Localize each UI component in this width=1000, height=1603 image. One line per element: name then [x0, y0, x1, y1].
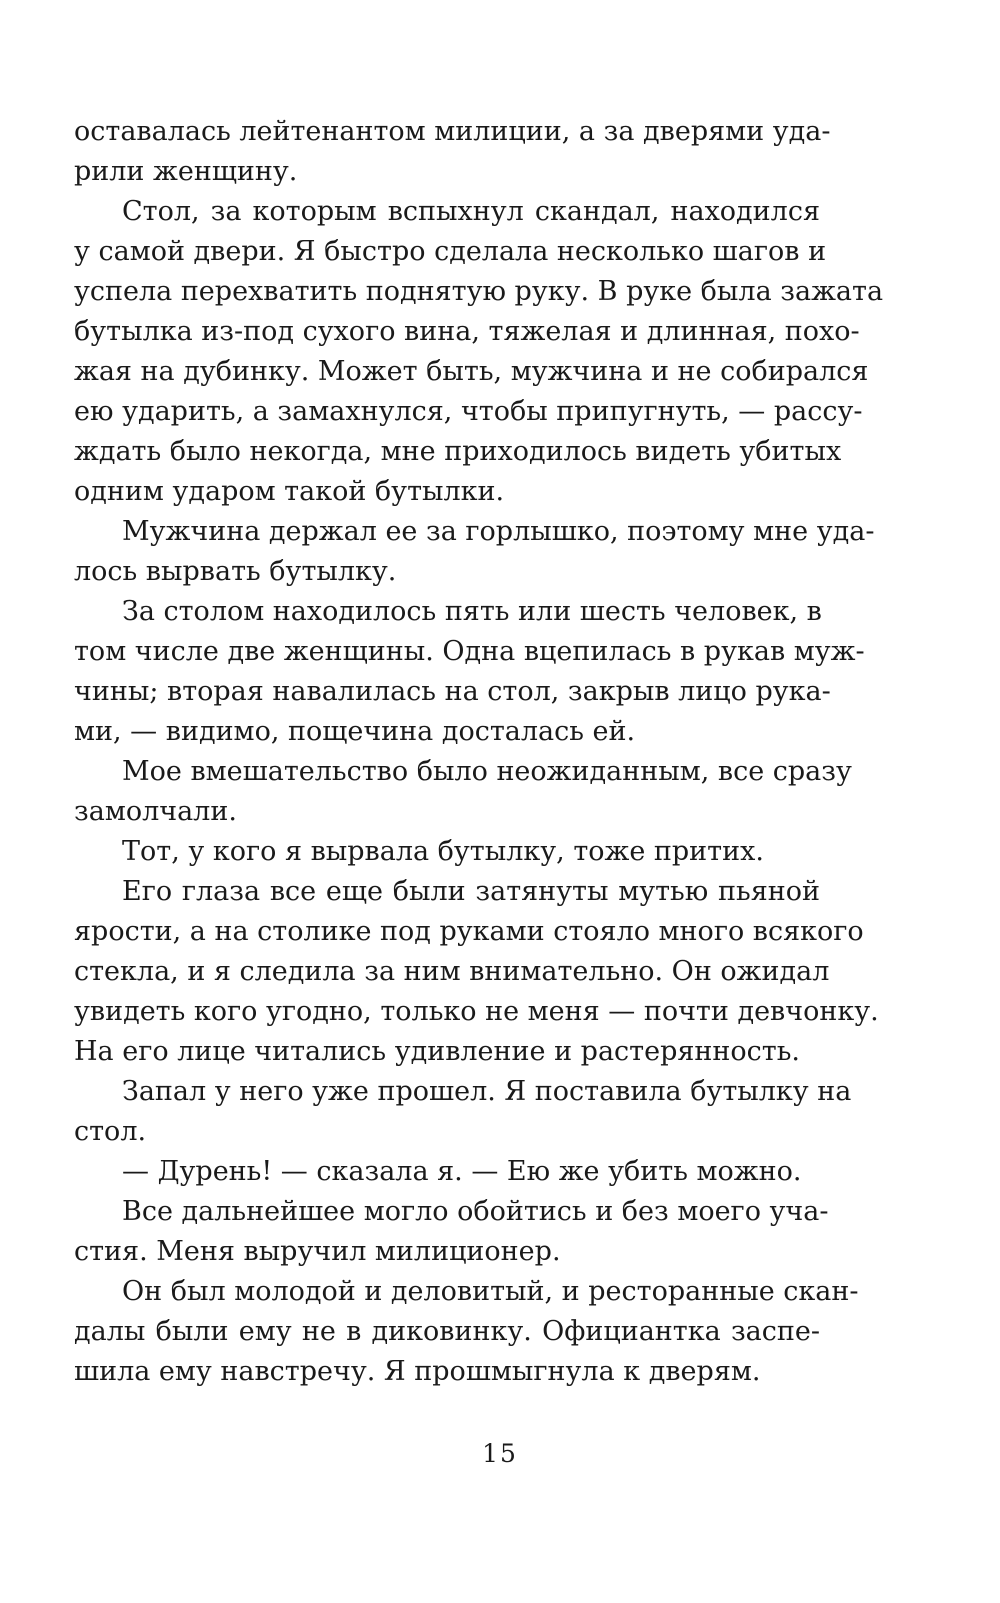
text-line: лось вырвать бутылку. [74, 556, 397, 587]
text-line: Все дальнейшее могло обойтись и без моего уча- [122, 1196, 829, 1227]
text-line: Мужчина держал ее за горлышко, поэтому мне уда- [122, 516, 875, 547]
paragraph [74, 592, 865, 752]
paragraph [74, 872, 879, 1072]
text-line: оставалась лейтенантом милиции, а за дверями уда- [74, 116, 831, 147]
text-line: ждать было некогда, мне приходилось видеть убитых [74, 436, 842, 467]
text-line: Тот, у кого я вырвала бутылку, тоже притих. [122, 836, 764, 867]
paragraph [74, 112, 831, 192]
text-line: Мое вмешательство было неожиданным, все сразу [122, 756, 852, 787]
text-line: стекла, и я следила за ним внимательно. Он ожидал [74, 956, 830, 987]
page-number: 15 [482, 1439, 518, 1468]
text-line: — Дурень! — сказала я. — Ею же убить можно. [122, 1156, 802, 1187]
text-line: увидеть кого угодно, только не меня — почти девчонку. [74, 996, 879, 1027]
text-line: далы были ему не в диковинку. Официантка заспе- [74, 1316, 820, 1347]
text-line: Запал у него уже прошел. Я поставила бутылку на [122, 1076, 852, 1107]
text-line: Стол, за которым вспыхнул скандал, находился [122, 196, 820, 227]
paragraph [74, 832, 820, 872]
text-line: На его лице читались удивление и растерянность. [74, 1036, 800, 1067]
text-line: ею ударить, а замахнулся, чтобы припугнуть, — рассу- [74, 396, 863, 427]
paragraph [74, 1152, 820, 1192]
book-page-text [74, 112, 884, 1392]
text-line: рили женщину. [74, 156, 298, 187]
text-line: ярости, а на столике под руками стояло много всякого [74, 916, 864, 947]
text-line: стол. [74, 1116, 147, 1147]
paragraph [74, 192, 884, 512]
paragraph [74, 1272, 859, 1392]
text-line: стия. Меня выручил милиционер. [74, 1236, 561, 1267]
paragraph [74, 1192, 829, 1272]
paragraph [74, 512, 875, 592]
text-line: у самой двери. Я быстро сделала несколько шагов и [74, 236, 827, 267]
text-line: том числе две женщины. Одна вцепилась в рукав муж- [74, 636, 865, 667]
text-line: бутылка из-под сухого вина, тяжелая и длинная, похо- [74, 316, 860, 347]
paragraph [74, 752, 852, 832]
text-line: замолчали. [74, 796, 237, 827]
text-line: жая на дубинку. Может быть, мужчина и не собирался [74, 356, 869, 387]
text-line: Он был молодой и деловитый, и ресторанные скан- [122, 1276, 859, 1307]
text-line: шила ему навстречу. Я прошмыгнула к дверям. [74, 1356, 761, 1387]
text-line: одним ударом такой бутылки. [74, 476, 505, 507]
text-line: За столом находилось пять или шесть человек, в [122, 596, 822, 627]
text-line: Его глаза все еще были затянуты мутью пьяной [122, 876, 820, 907]
text-line: ми, — видимо, пощечина досталась ей. [74, 716, 636, 747]
text-line: успела перехватить поднятую руку. В руке была зажата [74, 276, 884, 307]
paragraph [74, 1072, 852, 1152]
text-line: чины; вторая навалилась на стол, закрыв лицо рука- [74, 676, 831, 707]
